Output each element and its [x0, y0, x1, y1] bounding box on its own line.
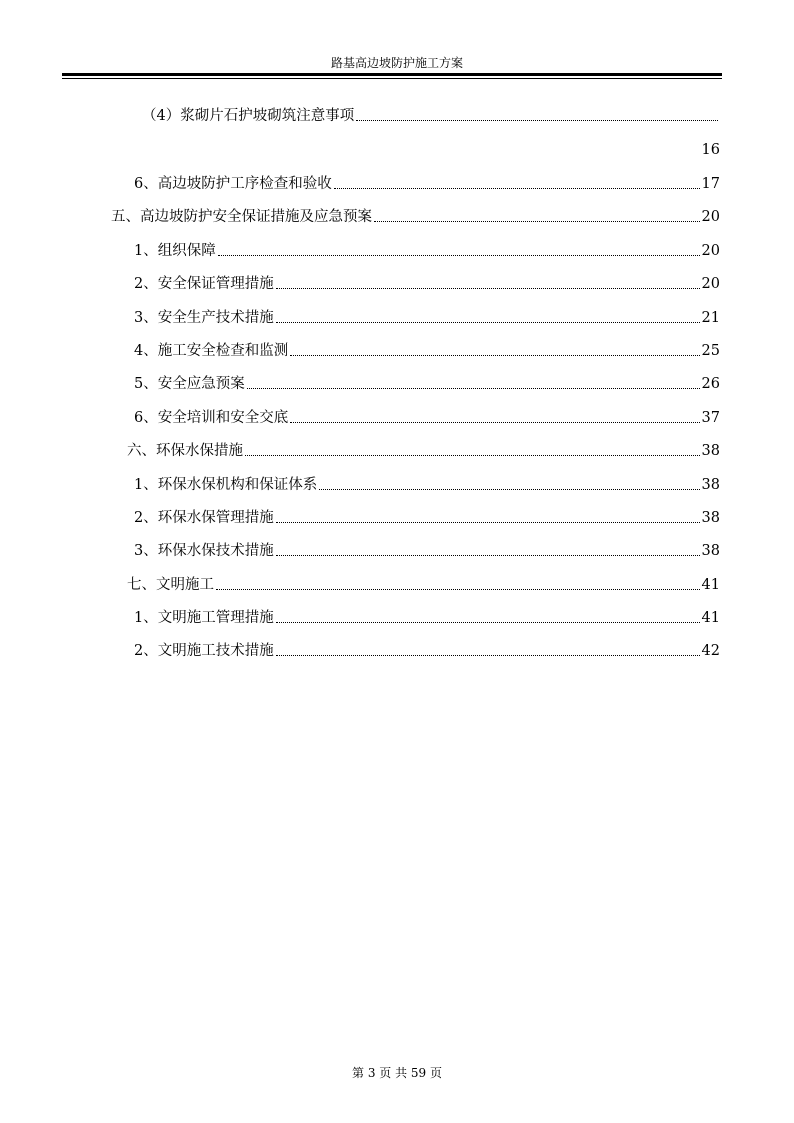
header-title: 路基高边坡防护施工方案 [330, 56, 463, 70]
toc-entry[interactable] [134, 275, 720, 293]
toc-leader-dots [276, 555, 700, 556]
toc-entry[interactable] [134, 309, 720, 327]
toc-entry[interactable] [134, 242, 720, 260]
toc-entry-title: 5、安全应急预案 [134, 376, 245, 392]
toc-leader-dots [290, 422, 699, 423]
toc-entry-page: 42 [701, 643, 720, 659]
header-rule-thick [62, 73, 722, 76]
toc-entry-page: 41 [701, 577, 720, 593]
toc-leader-dots [276, 522, 700, 523]
toc-leader-dots [374, 221, 700, 222]
toc-leader-dots [218, 255, 700, 256]
toc-entry[interactable] [134, 175, 720, 193]
toc-entry-title: （4）浆砌片石护坡砌筑注意事项 [142, 108, 355, 124]
toc-leader-dots [276, 655, 700, 656]
toc-entry[interactable] [111, 208, 720, 226]
toc-entry[interactable] [134, 409, 720, 427]
toc-entry-title: 6、安全培训和安全交底 [134, 410, 289, 426]
toc-leader-dots [356, 120, 718, 121]
toc-leader-dots [290, 355, 699, 356]
toc-entry-title: 2、安全保证管理措施 [134, 276, 274, 292]
toc-leader-dots [247, 388, 700, 389]
toc-leader-dots [216, 589, 700, 590]
toc-entry-page: 38 [701, 477, 720, 493]
header-rule-thin [62, 78, 722, 79]
toc-entry-title: 3、环保水保技术措施 [134, 543, 274, 559]
toc-entry-page: 38 [701, 443, 720, 459]
toc-entry-page: 41 [701, 610, 720, 626]
toc-entry-title: 五、高边坡防护安全保证措施及应急预案 [111, 209, 372, 225]
toc-entry-page: 20 [701, 209, 720, 225]
toc-leader-dots [276, 622, 700, 623]
toc-entry-page: 37 [701, 410, 720, 426]
toc-entry[interactable] [134, 509, 720, 527]
toc-entry-page: 25 [701, 343, 720, 359]
toc-entry[interactable] [127, 442, 720, 460]
toc-entry-title: 2、文明施工技术措施 [134, 643, 274, 659]
toc-entry-page: 17 [701, 176, 720, 192]
toc-entry-title: 2、环保水保管理措施 [134, 510, 274, 526]
toc-entry-page: 38 [701, 543, 720, 559]
toc-entry[interactable] [142, 107, 720, 125]
toc-leader-dots [245, 455, 700, 456]
toc-entry-page: 21 [701, 310, 720, 326]
toc-entry-page: 20 [701, 243, 720, 259]
page-footer: 第 3 页 共 59 页 [352, 1066, 442, 1080]
toc-entry-title: 1、环保水保机构和保证体系 [134, 477, 318, 493]
toc-entry[interactable] [134, 542, 720, 560]
toc-entry-page: 20 [701, 276, 720, 292]
toc-entry[interactable] [134, 476, 720, 494]
toc-leader-dots [319, 489, 699, 490]
toc-entry-title: 1、文明施工管理措施 [134, 610, 274, 626]
toc-entry[interactable] [127, 576, 720, 594]
toc-entry-page: 38 [701, 510, 720, 526]
toc-leader-dots [276, 322, 700, 323]
toc-leader-dots [334, 188, 700, 189]
toc-entry-title: 4、施工安全检查和监测 [134, 343, 289, 359]
toc-entry-page: 26 [701, 376, 720, 392]
toc-entry-title: 七、文明施工 [127, 577, 214, 593]
toc-entry-title: 6、高边坡防护工序检查和验收 [134, 176, 332, 192]
toc-entry-title: 3、安全生产技术措施 [134, 310, 274, 326]
toc-entry[interactable] [134, 609, 720, 627]
toc-entry[interactable] [134, 375, 720, 393]
toc-entry[interactable] [134, 642, 720, 660]
toc-entry-title: 六、环保水保措施 [127, 443, 243, 459]
toc-leader-dots [276, 288, 700, 289]
toc-entry-title: 1、组织保障 [134, 243, 216, 259]
toc-entry[interactable] [134, 342, 720, 360]
toc-entry-page: 16 [701, 142, 720, 158]
